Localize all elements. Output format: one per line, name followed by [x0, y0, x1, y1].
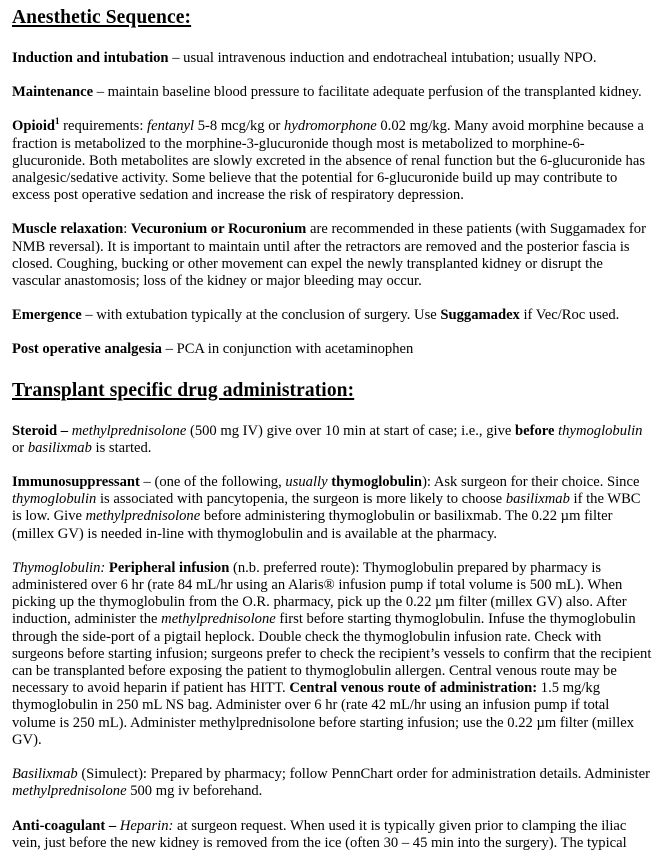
paragraph-induction: Induction and intubation – usual intravenous induction and endotracheal intubation; usually NPO.: [12, 50, 597, 66]
paragraph-basilixmab: Basilixmab (Simulect): Prepared by pharmacy; follow PennChart order for administration details. Administer methylprednisolone 500 mg iv beforehand.: [12, 766, 650, 800]
drug-basilixmab: basilixmab: [505, 491, 570, 508]
heading-anesthetic-sequence: Anesthetic Sequence:: [12, 7, 192, 28]
paragraph-steroid: Steroid – methylprednisolone (500 mg IV) give over 10 min at start of case; i.e., give before thymoglobulin or basilixmab is started.: [12, 422, 643, 456]
label-postop-analgesia: Post operative analgesia: [12, 341, 162, 358]
drug-methylprednisolone: methylprednisolone: [85, 508, 201, 525]
drug-methylprednisolone: methylprednisolone: [161, 611, 276, 628]
paragraph-muscle-relaxation: Muscle relaxation: Vecuronium or Rocuronium are recommended in these patients (with Suggamadex for NMB reversal). It is important to maintain until after the retractors are removed and the posterior fascia is closed. Coughing, bucking or other movement can expel the newly transplanted kidney or disrupt the vascular anastomosis; loss of the kidney or major bleeding may occur.: [12, 221, 646, 290]
label-thymoglobulin: Thymoglobulin:: [12, 559, 106, 576]
label-immunosuppressant: Immunosuppressant: [12, 474, 140, 491]
drug-methylprednisolone: methylprednisolone: [12, 783, 127, 800]
drug-thymoglobulin: thymoglobulin: [12, 491, 97, 508]
drug-fentanyl: fentanyl: [147, 118, 195, 135]
drug-suggamadex: Suggamadex: [440, 307, 520, 324]
label-maintenance: Maintenance: [12, 84, 94, 101]
drug-hydromorphone: hydromorphone: [284, 118, 377, 135]
drug-thymoglobulin: thymoglobulin: [331, 474, 423, 491]
label-anticoagulant: Anti-coagulant –: [12, 817, 117, 834]
paragraph-anticoagulant: Anti-coagulant – Heparin: at surgeon request. When used it is typically given prior to clamping the iliac vein, just before the new kidney is removed from the ice (often 30 – 45 min into the surgery). The typical: [12, 817, 627, 851]
drug-vec-roc: Vecuronium or Rocuronium: [130, 221, 307, 238]
drug-methylprednisolone: methylprednisolone: [71, 422, 187, 439]
label-opioid: Opioid: [12, 118, 55, 135]
label-steroid: Steroid –: [12, 422, 69, 439]
label-peripheral-infusion: Peripheral infusion: [108, 559, 230, 576]
emphasis-before: before: [515, 422, 555, 439]
paragraph-emergence: Emergence – with extubation typically at the conclusion of surgery. Use Suggamadex if Vec/Roc used.: [12, 307, 620, 324]
drug-thymoglobulin: thymoglobulin: [558, 422, 643, 439]
label-muscle-relaxation: Muscle relaxation: [12, 221, 124, 238]
drug-heparin: Heparin:: [119, 817, 174, 834]
label-induction: Induction and intubation: [12, 50, 169, 66]
label-central-venous-route: Central venous route of administration:: [289, 680, 538, 697]
paragraph-thymoglobulin: Thymoglobulin: Peripheral infusion (n.b. preferred route): Thymoglobulin prepared by pharmacy is administered over 6 hr (rate 84 mL/hr using an Alaris® infusion pump if total volume is 500 mL). When picking up the thymoglobulin from the O.R. pharmacy, pick up the 0.22 µm filter (millex GV) also. After induction, administer the methylprednisolone first before starting thymoglobulin. Infuse the thymoglobulin through the side-port of a pigtail heplock. Double check the thymoglobulin infusion rate. Check with surgeons before starting infusion; surgeons prefer to check the recipient’s vessels to confirm that the recipient can be transplanted before exposing the patient to thymoglobulin allergen. Central venous route may be necessary to avoid heparin if patient has HITT. Central venous route of administration: 1.5 mg/kg thymoglobulin in 250 mL NS bag. Administer over 6 hr (rate 42 mL/hr using an infusion pump if total volume is 250 mL). Administer methylprednisolone before starting infusion; use the 0.22 µm filter (millex GV).: [12, 559, 652, 748]
footnote-marker[interactable]: 1: [55, 116, 60, 127]
paragraph-postop-analgesia: Post operative analgesia – PCA in conjunction with acetaminophen: [12, 341, 414, 358]
heading-transplant-drugs: Transplant specific drug administration:: [12, 379, 355, 401]
paragraph-immunosuppressant: Immunosuppressant – (one of the following, usually thymoglobulin): Ask surgeon for their choice. Since thymoglobulin is associated with pancytopenia, the surgeon is more likely to choose basilixmab if the WBC is low. Give methylprednisolone before administering thymoglobulin or basilixmab. The 0.22 µm filter (millex GV) is needed in-line with thymoglobulin and is available at the pharmacy.: [12, 474, 641, 542]
label-emergence: Emergence: [12, 307, 82, 324]
paragraph-maintenance: Maintenance – maintain baseline blood pressure to facilitate adequate perfusion of the transplanted kidney.: [12, 84, 642, 101]
paragraph-opioid: Opioid$^1$ requirements: fentanyl 5-8 mcg/kg or hydromorphone 0.02 mg/kg. Many avoid morphine because a fraction is metabolized to the morphine-3-glucuronide though most is metabolized to morphine-6-glucuronide. Both metabolites are slowly excreted in the absence of renal function but the 6-glucuronide has analgesic/sedative activity. Some believe that the potential for 6-glucuronide build up may contribute to excess post operative sedation and increase the risk of respiratory depression.: [12, 116, 646, 204]
label-basilixmab: Basilixmab: [12, 766, 78, 783]
drug-basilixmab: basilixmab: [27, 439, 92, 456]
